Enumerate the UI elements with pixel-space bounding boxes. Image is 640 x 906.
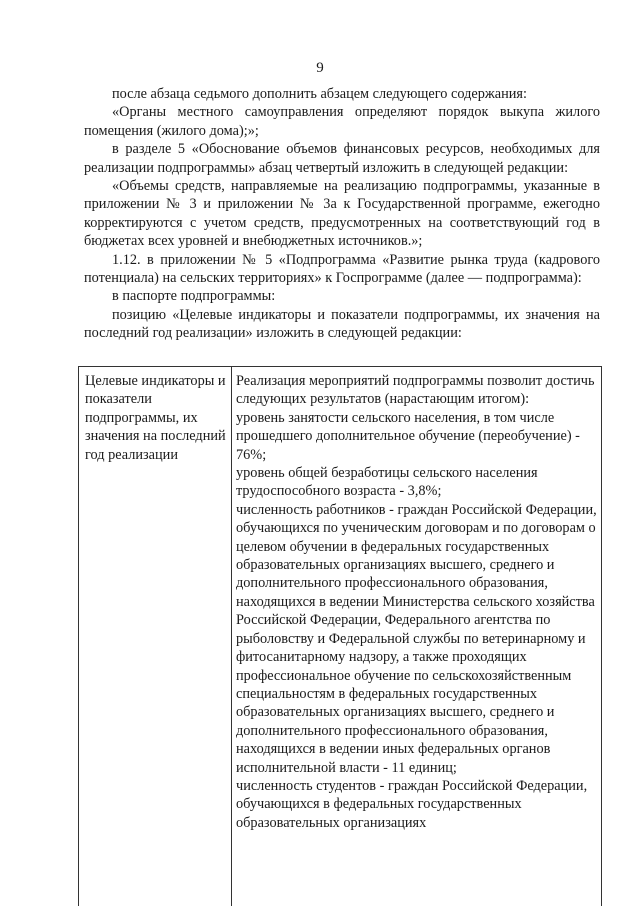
table-left-cell: Целевые индикаторы и показатели подпрограммы, их значения на последний год реализации — [79, 367, 232, 906]
page-number: 9 — [316, 60, 324, 76]
paragraph: 1.12. в приложении № 5 «Подпрограмма «Развитие рынка труда (кадрового потенциала) на сельских территориях» к Госпрограмме (далее — подпрограмма): — [84, 251, 600, 287]
passport-table — [78, 366, 602, 906]
paragraph: в разделе 5 «Обоснование объемов финансовых ресурсов, необходимых для реализации подпрограммы» абзац четвертый изложить в следующей редакции: — [84, 141, 600, 176]
table-result-item: уровень общей безработицы сельского населения трудоспособного возраста - 3,8%; — [236, 465, 538, 500]
table-result-item: численность работников - граждан Российской Федерации, обучающихся по ученическим договорам и по договорам о целевом обучении в федеральных государственных образовательных организациях высшего, среднего и дополнительного профессионального образования, находящихся в ведении Министерства сельского хозяйства Российской Федерации, Федерального агентства по рыболовству и Федеральной службы по ветеринарному и фитосанитарному надзору, а также проходящих профессиональное обучение по сельскохозяйственным специальностям в федеральных государственных образовательных организациях высшего, среднего и дополнительного профессионального образования, находящихся в ведении иных федеральных органов исполнительной власти - 11 единиц; — [236, 501, 597, 776]
paragraph: после абзаца седьмого дополнить абзацем следующего содержания: — [112, 86, 527, 102]
paragraph: «Объемы средств, направляемые на реализацию подпрограммы, указанные в приложении № 3 и приложении № 3а к Государственной программе, ежегодно корректируются с учетом средств, предусмотренных на соответствующий год в бюджетах всех уровней и внебюджетных источников.»; — [84, 178, 600, 250]
table-result-item: Реализация мероприятий подпрограммы позволит достичь следующих результатов (нарастающим итогом): — [236, 373, 595, 408]
paragraph: в паспорте подпрограммы: — [112, 288, 276, 305]
table-result-item: численность студентов - граждан Российской Федерации, обучающихся в федеральных государственных образовательных организациях — [236, 777, 588, 831]
table-result-item: уровень занятости сельского населения, в том числе прошедшего дополнительное обучение (переобучение) - 76%; — [236, 409, 580, 463]
paragraph: «Органы местного самоуправления определяют порядок выкупа жилого помещения (жилого дома);»; — [84, 104, 600, 139]
paragraph: позицию «Целевые индикаторы и показатели подпрограммы, их значения на последний год реализации» изложить в следующей редакции: — [84, 306, 600, 342]
body-text — [84, 85, 600, 343]
table-right-cell — [232, 367, 601, 906]
